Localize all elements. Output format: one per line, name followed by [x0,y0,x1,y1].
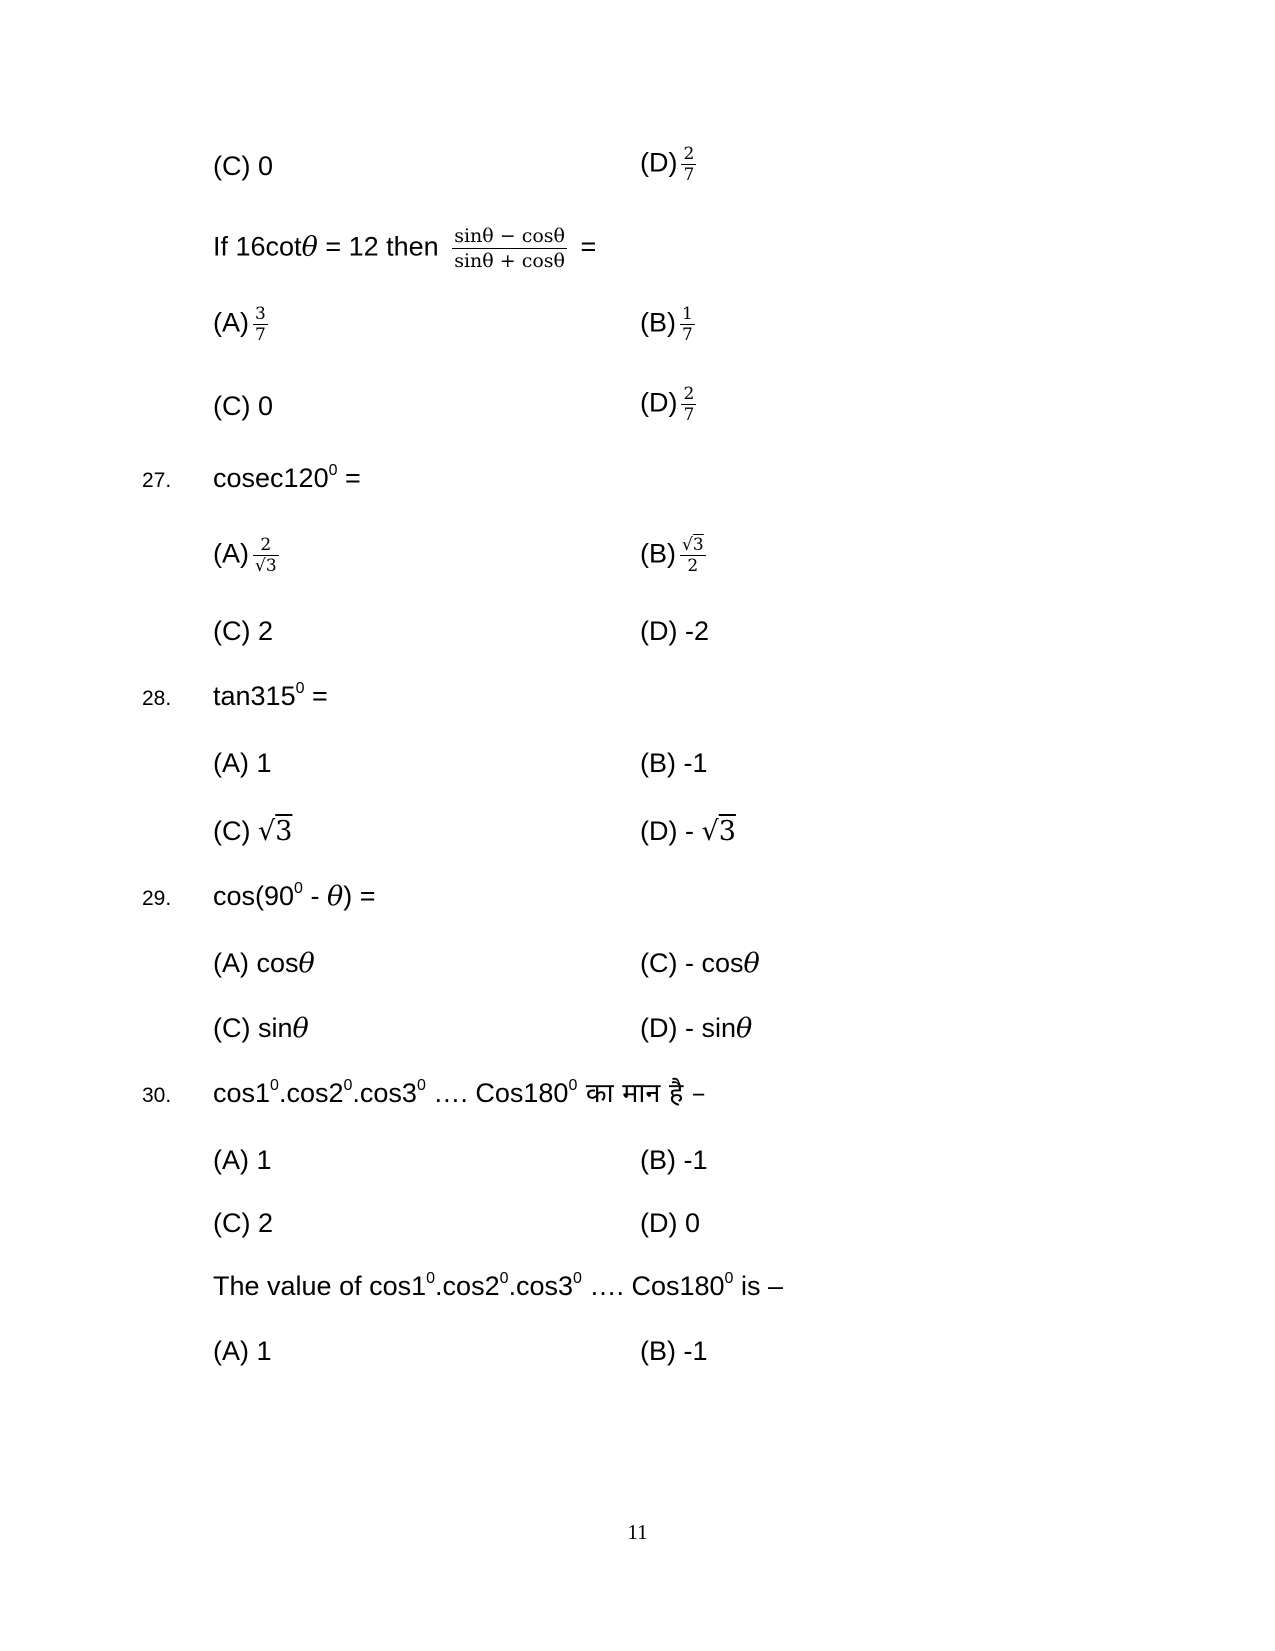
q30-english-option-b: (B) -1 [640,1336,708,1366]
question-number: 29. [142,887,172,910]
sqrt-symbol: √3 [258,816,293,847]
question-29-stem: $\cos(90^0 - \theta)$ = [213,880,376,912]
q29-option-b: (C) - cosθ [640,948,760,979]
question-28-stem: $\tan 315^0$ = [213,680,328,711]
fraction: $\frac{3}{7}$ [255,304,266,345]
question-number: 27. [142,469,172,492]
fraction: $\frac{√3}{2}$ [682,535,704,576]
fraction: $\frac{1}{7}$ [682,304,693,345]
q30-option-c: (C) 2 [213,1208,273,1238]
sqrt-symbol: √3 [255,556,277,576]
q28-option-c: (C) √3 [213,816,293,847]
q30-option-d: (D) 0 [640,1208,700,1238]
question-26-english-stem: If 16cotθ = 12 then $\frac{\sin\theta - \cos\theta}{\sin\theta + \cos\theta}$ = [213,225,597,272]
fraction: $\frac{2}{√3}$ [255,535,277,576]
q27-option-b: (B) $\frac{√3}{2}$ [640,535,704,576]
q28-option-a: (A) 1 [213,748,272,778]
fraction: $\frac{2}{7}$ [683,144,695,185]
question-30-stem-english: The value of $\cos 1^0.\cos 2^0.\cos 3^0$ …. $Cos180^0$ is – [213,1270,783,1301]
question-30-stem-hindi: $\cos 1^0.\cos 2^0.\cos 3^0$ …. $Cos180^0$ का मान है – [213,1077,706,1109]
q27-option-d: (D) -2 [640,616,709,646]
page-number: 11 [627,1520,648,1544]
q27-option-c: (C) 2 [213,616,273,646]
q29-option-c: (C) sinθ [213,1013,309,1044]
q30-english-option-a: (A) 1 [213,1336,272,1366]
q30-option-a: (A) 1 [213,1145,272,1175]
question-number: 30. [142,1084,172,1107]
sqrt-symbol: √3 [701,816,736,847]
sqrt-symbol: √3 [682,535,704,555]
q29-option-d: (D) - sinθ [640,1013,753,1044]
q28-option-b: (B) -1 [640,748,708,778]
option-d-top: (D) $\frac{2}{7}$ [640,144,695,185]
q29-option-a: (A) cosθ [213,948,315,979]
q27-option-a: (A) $\frac{2}{√3}$ [213,535,277,576]
fraction: $\frac{\sin\theta - \cos\theta}{\sin\theta + \cos\theta}$ [454,225,565,272]
option-c-top: (C) 0 [213,151,273,181]
q26-option-d: (D) $\frac{2}{7}$ [640,384,695,425]
question-27-stem: $cosec120^0$ = [213,462,361,493]
q26-option-b: (B) $\frac{1}{7}$ [640,304,693,345]
fraction: $\frac{2}{7}$ [683,384,695,425]
question-number: 28. [142,687,172,710]
q26-option-c: (C) 0 [213,391,273,421]
q30-option-b: (B) -1 [640,1145,708,1175]
q28-option-d: (D) - √3 [640,816,736,847]
q26-option-a: (A) $\frac{3}{7}$ [213,304,266,345]
